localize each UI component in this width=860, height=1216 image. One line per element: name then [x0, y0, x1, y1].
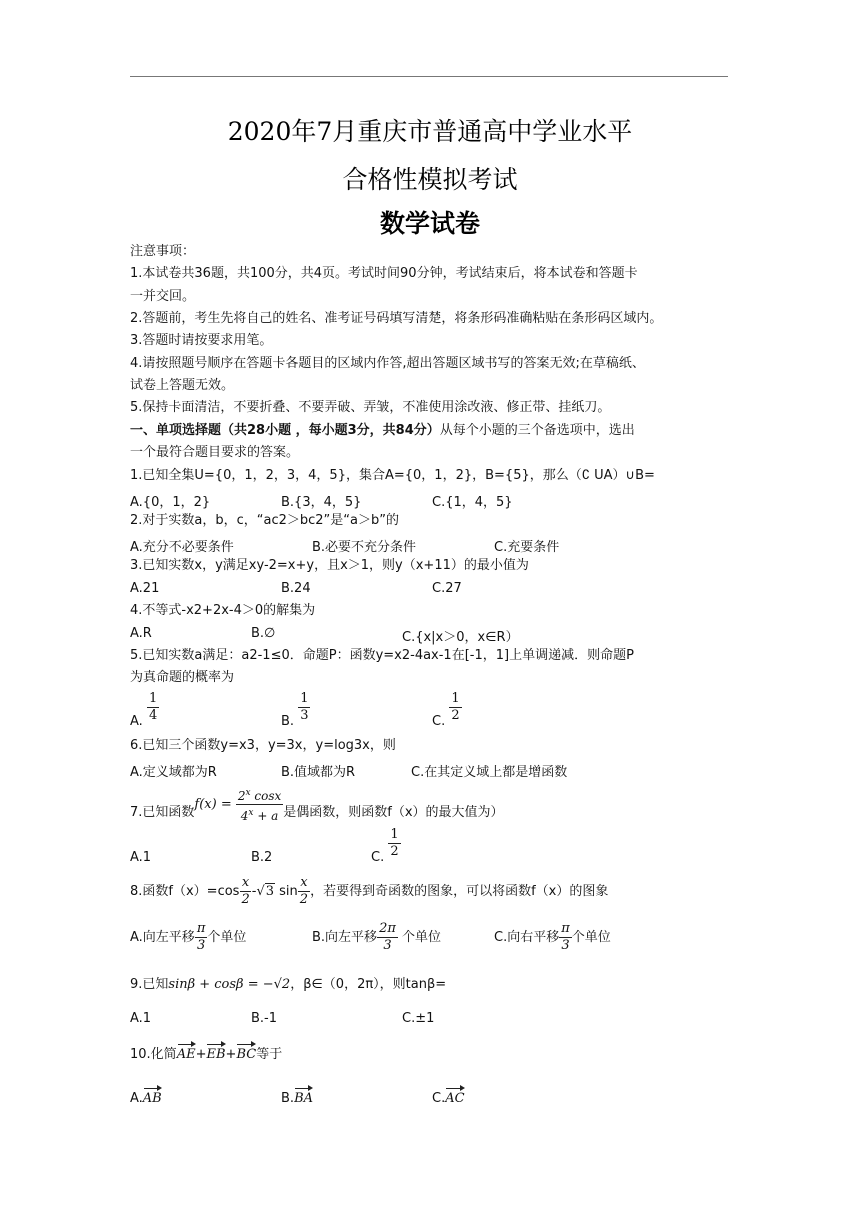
- question-7-stem: [130, 786, 504, 832]
- exam-subtitle: 合格性模拟考试: [342, 165, 518, 194]
- q2-option-a: A.充分不必要条件: [130, 540, 234, 555]
- header-rule: [130, 76, 728, 77]
- q9-option-a: A.1: [130, 1011, 152, 1026]
- q8-option-a-unit: 个单位: [207, 930, 247, 945]
- q10-option-a-label: A.: [130, 1091, 143, 1106]
- q10-option-c-label: C.: [432, 1091, 446, 1106]
- q10-option-b: [281, 1086, 313, 1109]
- q8-option-c-fraction: [559, 922, 572, 953]
- notice-item-1-cont: 一并交回。: [130, 289, 196, 304]
- question-4-stem: 4.不等式-x2+2x-4＞0的解集为: [130, 603, 316, 618]
- q5-option-b-fraction: [298, 692, 310, 723]
- vector-eb: EB: [206, 1042, 225, 1065]
- notice-heading: 注意事项：: [130, 244, 196, 259]
- q9-post: ，β∈（0，2π），则tanβ=: [290, 977, 447, 992]
- q8-option-a: [130, 920, 246, 956]
- frac-numerator: 2$^x$ cosx: [237, 788, 282, 803]
- q7-function-lhs: f(x) =: [194, 797, 232, 812]
- question-9-stem: [130, 977, 446, 993]
- q8-sin: sin: [279, 884, 298, 899]
- q7-option-b: B.2: [251, 850, 273, 865]
- vector-ac: AC: [445, 1086, 464, 1109]
- q8-option-a-fraction: [195, 922, 208, 953]
- notice-item-4: 4.请按照题号顺序在答题卡各题目的区域内作答,超出答题区域书写的答案无效;在草稿纸、: [130, 356, 645, 371]
- frac-denominator: $4^x + a$: [240, 808, 279, 823]
- q10-option-c: [432, 1086, 465, 1109]
- question-2-stem: 2.对于实数a，b，c，“ac2＞bc2”是“a＞b”的: [130, 513, 399, 528]
- q6-option-c: C.在其定义域上都是增函数: [411, 765, 568, 780]
- vector-bc: BC: [236, 1042, 256, 1065]
- q8-post: ，若要得到奇函数的图象，可以将函数f（x）的图象: [310, 884, 609, 899]
- question-6-stem: 6.已知三个函数y=x3，y=3x，y=log3x，则: [130, 738, 396, 753]
- frac-numerator: x: [241, 875, 250, 890]
- question-5-stem-cont: 为真命题的概率为: [130, 670, 235, 685]
- q7-option-c-fraction: [388, 828, 400, 859]
- frac-denominator: 3: [561, 938, 570, 953]
- q5-option-c-fraction: [449, 692, 461, 723]
- q7-function-fraction: [236, 786, 283, 823]
- q7-option-c: [371, 828, 401, 865]
- q5-option-a-label: A.: [130, 714, 143, 729]
- question-8-stem: [130, 874, 608, 910]
- q8-option-b-unit: 个单位: [402, 930, 442, 945]
- section-heading-rest: 从每个小题的三个备选项中，选出: [439, 423, 635, 438]
- q10-option-a: [130, 1086, 162, 1109]
- q5-option-c: [432, 692, 462, 729]
- q10-plus-1: +: [195, 1047, 207, 1062]
- frac-numerator: 1: [148, 691, 158, 706]
- q8-fraction-2: [298, 876, 310, 907]
- q9-expression: sinβ + cosβ = −√2: [168, 977, 291, 992]
- q7-option-a: A.1: [130, 850, 152, 865]
- q8-fraction-1: [239, 876, 251, 907]
- q8-pre: 8.函数f（x）=cos: [130, 884, 240, 899]
- frac-denominator: 2: [299, 892, 309, 907]
- frac-denominator: 3: [196, 938, 206, 953]
- q7-pre: 7.已知函数: [130, 805, 195, 820]
- frac-numerator: 1: [451, 691, 460, 706]
- frac-numerator: π: [196, 921, 206, 936]
- notice-item-2: 2.答题前，考生先将自己的姓名、准考证号码填写清楚，将条形码准确粘贴在条形码区域内。: [130, 311, 663, 326]
- q10-plus-2: +: [225, 1047, 237, 1062]
- q6-option-a: A.定义域都为R: [130, 765, 217, 780]
- q5-option-c-label: C.: [432, 714, 446, 729]
- q8-option-b-label: B.向左平移: [312, 930, 378, 945]
- vector-ae: AE: [177, 1042, 196, 1065]
- q3-option-b: B.24: [281, 581, 311, 596]
- q8-option-b-fraction: [377, 922, 398, 953]
- notice-item-5: 5.保持卡面清洁，不要折叠、不要弄破、弄皱，不准使用涂改液、修正带、挂纸刀。: [130, 400, 611, 415]
- vector-ab: AB: [143, 1086, 162, 1109]
- question-3-stem: 3.已知实数x，y满足xy-2=x+y，且x＞1，则y（x+11）的最小值为: [130, 558, 529, 573]
- q9-option-b: B.-1: [251, 1011, 278, 1026]
- frac-numerator: 2π: [379, 921, 396, 936]
- notice-item-4-cont: 试卷上答题无效。: [130, 378, 235, 393]
- q7-post: 是偶函数，则函数f（x）的最大值为）: [283, 805, 504, 820]
- section-heading: [130, 423, 635, 439]
- q8-minus: -: [251, 884, 257, 899]
- frac-numerator: x: [300, 875, 308, 890]
- frac-denominator: 4: [148, 708, 158, 723]
- vector-ba: BA: [294, 1086, 313, 1109]
- q5-option-a-fraction: [147, 692, 159, 723]
- q5-option-a: [130, 692, 159, 729]
- q8-option-c-label: C.向右平移: [494, 930, 560, 945]
- q8-option-b: [312, 920, 441, 956]
- frac-denominator: 3: [383, 938, 392, 953]
- notice-item-1: 1.本试卷共36题，共100分，共4页。考试时间90分钟，考试结束后，将本试卷和答题卡: [130, 266, 638, 281]
- section-heading-cont: 一个最符合题目要求的答案。: [130, 445, 300, 460]
- q5-option-b-label: B.: [281, 714, 295, 729]
- q8-option-c-unit: 个单位: [571, 930, 611, 945]
- q4-option-b: B.∅: [251, 626, 276, 641]
- exam-title: 2020年7月重庆市普通高中学业水平: [227, 117, 633, 146]
- question-10-stem: [130, 1042, 282, 1065]
- q2-option-c: C.充要条件: [494, 540, 560, 555]
- q1-option-a: A.{0，1，2}: [130, 495, 211, 510]
- q4-option-c: C.{x|x＞0，x∈R）: [402, 630, 519, 645]
- question-1-stem: 1.已知全集U={0，1，2，3，4，5}，集合A={0，1，2}，B={5}，那么（∁ UA）∪B=: [130, 468, 655, 483]
- section-heading-bold: 一、单项选择题（共28小题 ，每小题3分，共84分）: [130, 423, 440, 438]
- q8-option-c: [494, 920, 611, 956]
- frac-numerator: 1: [300, 691, 309, 706]
- q8-option-a-label: A.向左平移: [130, 930, 195, 945]
- q9-option-c: C.±1: [402, 1011, 435, 1026]
- notice-item-3: 3.答题时请按要求用笔。: [130, 333, 273, 348]
- frac-denominator: 2: [390, 844, 399, 859]
- q8-sqrt: √3: [256, 884, 275, 899]
- frac-denominator: 3: [300, 708, 309, 723]
- q3-option-a: A.21: [130, 581, 160, 596]
- q2-option-b: B.必要不充分条件: [312, 540, 417, 555]
- question-5-stem: 5.已知实数a满足：a2-1≤0．命题P：函数y=x2-4ax-1在[-1，1]上单调递减．则命题P: [130, 648, 634, 663]
- frac-numerator: π: [561, 921, 570, 936]
- q9-pre: 9.已知: [130, 977, 169, 992]
- q1-option-c: C.{1，4，5}: [432, 495, 513, 510]
- q4-option-a: A.R: [130, 626, 152, 641]
- paper-name: 数学试卷: [379, 209, 480, 238]
- frac-numerator: 1: [390, 827, 399, 842]
- q10-option-b-label: B.: [281, 1091, 295, 1106]
- q10-post: 等于: [256, 1047, 283, 1062]
- frac-denominator: 2: [241, 892, 250, 907]
- q5-option-b: [281, 692, 310, 729]
- q7-option-c-label: C.: [371, 850, 385, 865]
- q8-sqrt-value: 3: [265, 884, 275, 899]
- q10-pre: 10.化简: [130, 1047, 177, 1062]
- q6-option-b: B.值域都为R: [281, 765, 356, 780]
- q3-option-c: C.27: [432, 581, 462, 596]
- q1-option-b: B.{3，4，5}: [281, 495, 362, 510]
- frac-denominator: 2: [451, 708, 460, 723]
